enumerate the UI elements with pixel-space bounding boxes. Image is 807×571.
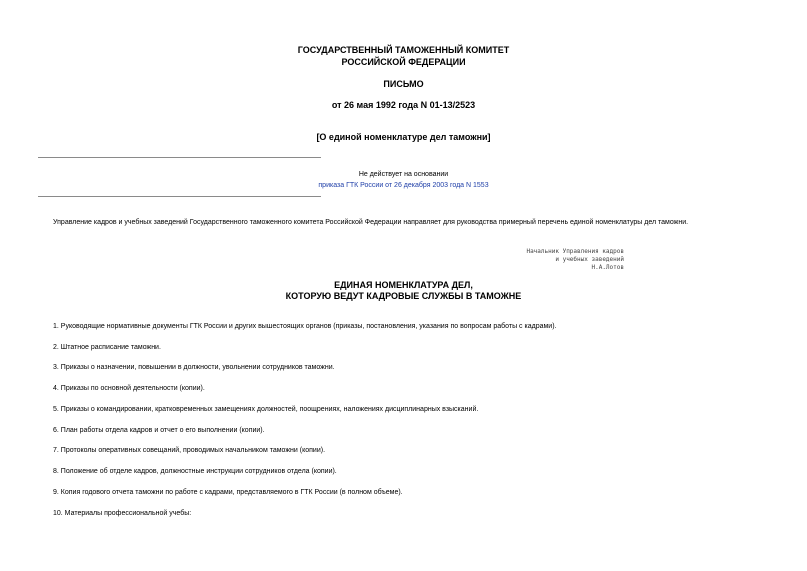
list-item: 1. Руководящие нормативные документы ГТК России и других вышестоящих органов (приказы, постановления, указания по вопросам работы с кадрами). <box>53 323 557 330</box>
status-text: Не действует на основании <box>358 171 449 178</box>
signature-name: Н.А.Лотов <box>591 264 624 271</box>
divider-top <box>38 157 321 158</box>
list-item: 4. Приказы по основной деятельности (копии). <box>53 385 205 392</box>
list-item: 5. Приказы о командировании, кратковременных замещениях должностей, поощрениях, наложениях дисциплинарных взысканий. <box>53 406 479 413</box>
signature-block <box>526 248 624 272</box>
document-type: ПИСЬМО <box>383 79 424 89</box>
divider-bottom <box>38 196 321 197</box>
signature-line2: и учебных заведений <box>555 256 624 263</box>
issuer-name-line1: ГОСУДАРСТВЕННЫЙ ТАМОЖЕННЫЙ КОМИТЕТ <box>297 45 510 55</box>
intro-paragraph: Управление кадров и учебных заведений Государственного таможенного комитета Российской Федерации направляет для руководства примерный перечень единой номенклатуры дел таможни. <box>53 219 689 226</box>
status-link-wrapper <box>0 181 807 190</box>
issuer-name-line2: РОССИЙСКОЙ ФЕДЕРАЦИИ <box>341 57 466 67</box>
signature-line1: Начальник Управления кадров <box>526 248 624 255</box>
list-item: 8. Положение об отделе кадров, должностные инструкции сотрудников отдела (копии). <box>53 468 337 475</box>
list-item: 6. План работы отдела кадров и отчет о его выполнении (копии). <box>53 427 265 434</box>
list-item: 7. Протоколы оперативных совещаний, проводимых начальником таможни (копии). <box>53 447 326 454</box>
section-title-line2: КОТОРУЮ ВЕДУТ КАДРОВЫЕ СЛУЖБЫ В ТАМОЖНЕ <box>285 291 522 301</box>
list-item: 2. Штатное расписание таможни. <box>53 344 161 351</box>
status-link[interactable]: приказа ГТК России от 26 декабря 2003 года N 1553 <box>318 182 489 189</box>
section-title-line1: ЕДИНАЯ НОМЕНКЛАТУРА ДЕЛ, <box>334 280 473 290</box>
document-title: [О единой номенклатуре дел таможни] <box>316 132 491 142</box>
document-date-number: от 26 мая 1992 года N 01-13/2523 <box>331 100 476 110</box>
list-item: 9. Копия годового отчета таможни по работе с кадрами, представляемого в ГТК России (в полном объеме). <box>53 489 403 496</box>
list-item: 3. Приказы о назначении, повышении в должности, увольнении сотрудников таможни. <box>53 364 335 371</box>
list-item: 10. Материалы профессиональной учебы: <box>53 510 192 517</box>
